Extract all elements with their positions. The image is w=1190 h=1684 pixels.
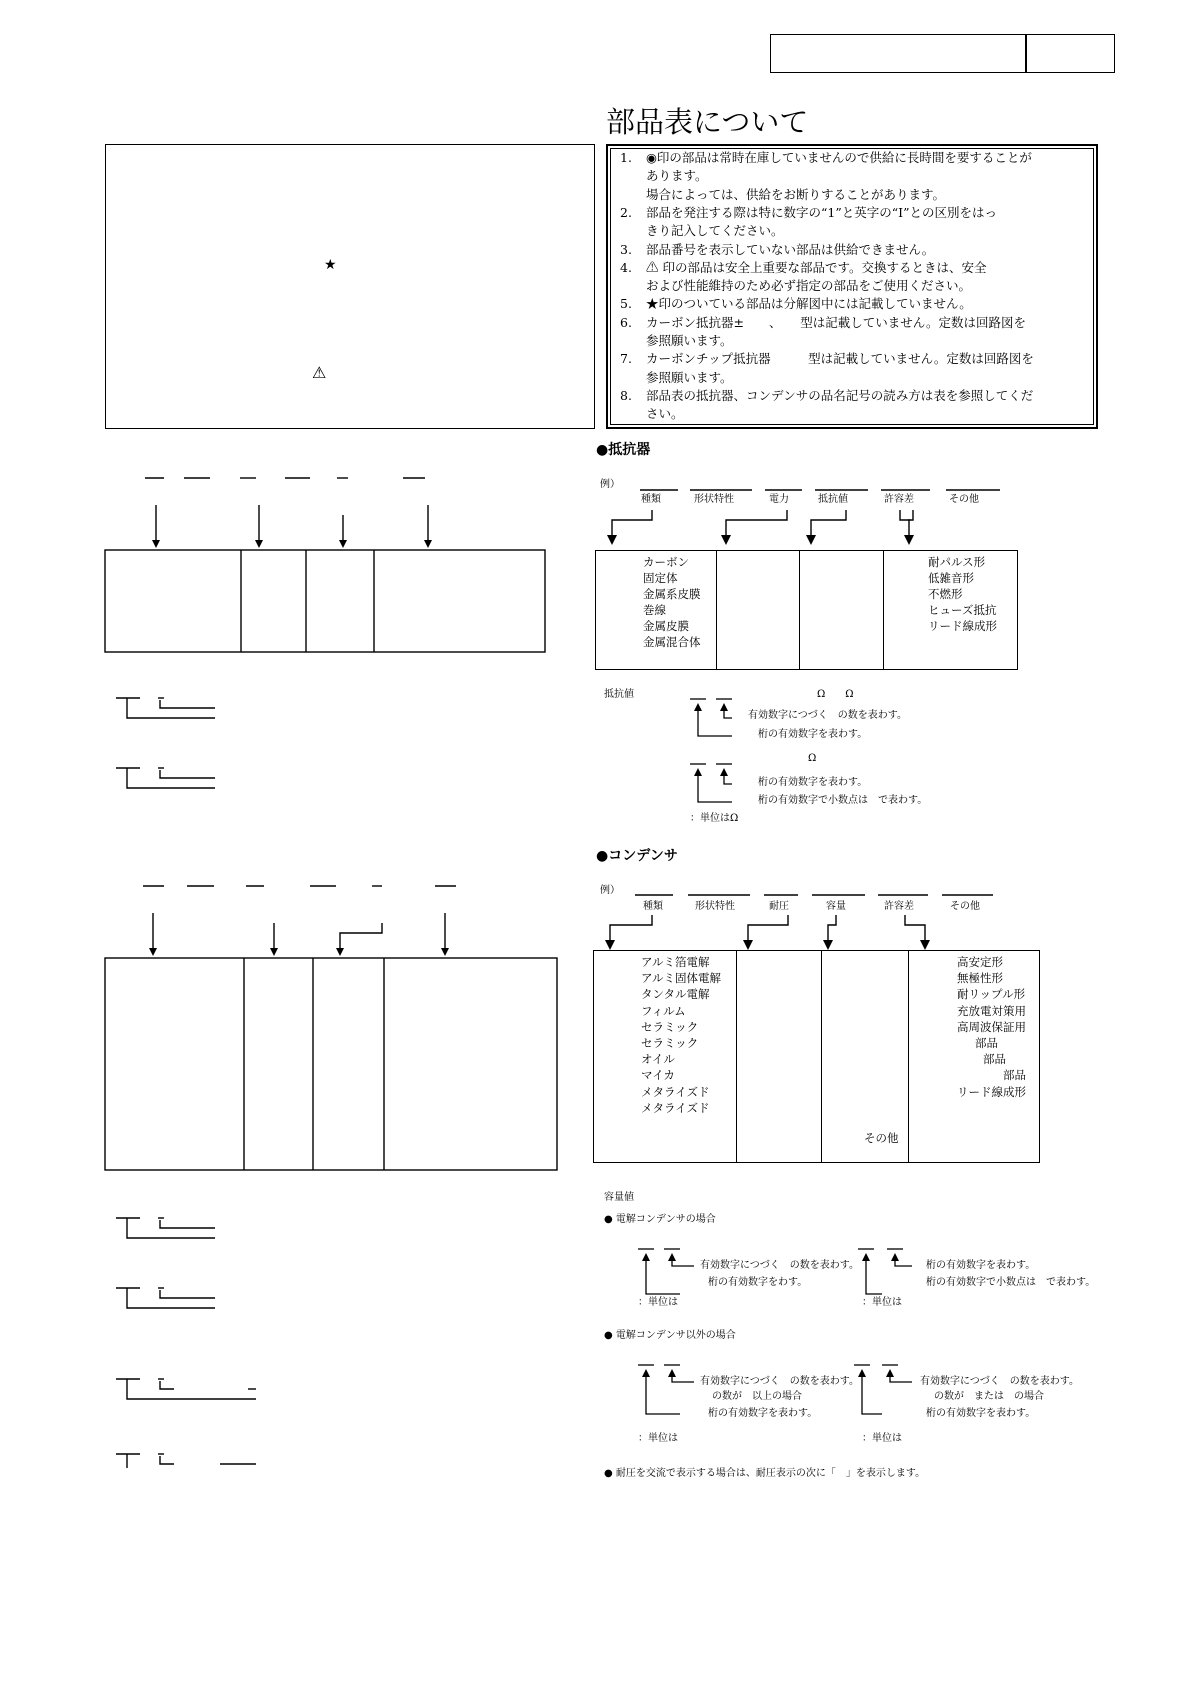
capacitor-value-label: 容量値 bbox=[604, 1192, 634, 1203]
electrolytic-title: ● 電解コンデンサの場合 bbox=[604, 1214, 716, 1225]
capacitor-type-item: フィルム bbox=[641, 1003, 686, 1018]
resistor-label: 種類 bbox=[641, 494, 661, 505]
note-line: 参照願います。 bbox=[646, 333, 733, 348]
resistor-value-desc-3: 桁の有効数字を表わす。 bbox=[758, 777, 868, 788]
capacitor-type-item: アルミ固体電解 bbox=[641, 971, 722, 986]
nonelectrolytic-unit-d: ：単位は bbox=[862, 1433, 902, 1444]
capacitor-other-item: 高周波保証用 bbox=[957, 1019, 1026, 1034]
note-number: 3. bbox=[620, 241, 632, 257]
capacitor-other-item: 充放電対策用 bbox=[957, 1003, 1026, 1018]
warning-icon: ⚠ bbox=[312, 363, 327, 382]
electrolytic-unit-b: ：単位は bbox=[862, 1297, 902, 1308]
resistor-type-item: 金属皮膜 bbox=[643, 619, 689, 633]
page-title: 部品表について bbox=[606, 105, 809, 139]
resistor-other-item: 不燃形 bbox=[928, 587, 963, 601]
capacitor-type-item: マイカ bbox=[641, 1068, 675, 1083]
electrolytic-desc-4: 桁の有効数字で小数点は で表わす。 bbox=[926, 1277, 1096, 1288]
capacitor-diagram-lines bbox=[590, 890, 1010, 950]
resistor-other-item: 低雑音形 bbox=[928, 571, 974, 585]
note-number: 5. bbox=[620, 296, 632, 312]
resistor-type-item: 固定体 bbox=[643, 571, 678, 585]
resistor-value-arrows bbox=[688, 696, 748, 826]
note-line: さい。 bbox=[646, 406, 684, 422]
resistor-value-label: 抵抗値 bbox=[604, 689, 634, 700]
capacitor-other-item: 高安定形 bbox=[957, 955, 1003, 969]
note-line: 部品番号を表示していない部品は供給できません。 bbox=[646, 241, 935, 257]
electrolytic-desc-1: 有効数字につづく の数を表わす。 bbox=[700, 1260, 859, 1271]
ac-voltage-note: ● 耐圧を交流で表示する場合は、耐圧表示の次に「 」を表示します。 bbox=[604, 1468, 926, 1479]
nonelectrolytic-desc-3: 桁の有効数字を表わす。 bbox=[708, 1408, 818, 1419]
capacitor-type-item: セラミック bbox=[641, 1019, 699, 1034]
resistor-label: 電力 bbox=[769, 494, 789, 505]
capacitor-other-item: 耐リップル形 bbox=[957, 987, 1026, 1002]
capacitor-type-item: メタライズド bbox=[641, 1100, 710, 1115]
note-line: 参照願います。 bbox=[646, 369, 733, 385]
note-line: あります。 bbox=[646, 168, 708, 184]
capacitor-label: その他 bbox=[950, 901, 980, 912]
resistor-omega-1: Ω Ω bbox=[817, 689, 854, 700]
resistor-label: その他 bbox=[949, 494, 979, 505]
nonelectrolytic-desc-1: 有効数字につづく の数を表わす。 bbox=[700, 1376, 859, 1387]
electrolytic-desc-3: 桁の有効数字を表わす。 bbox=[926, 1260, 1036, 1271]
note-number: 6. bbox=[620, 314, 632, 330]
resistor-label: 抵抗値 bbox=[818, 494, 848, 505]
capacitor-other-item: 部品 bbox=[983, 1052, 1006, 1067]
capacitor-label: 許容差 bbox=[884, 901, 914, 912]
note-line: カーボンチップ抵抗器 型は記載していません。定数は回路図を bbox=[646, 351, 1034, 367]
capacitor-other-item: 部品 bbox=[975, 1036, 998, 1050]
note-line: ⚠ 印の部品は安全上重要な部品です。交換するときは、安全 bbox=[646, 259, 987, 275]
capacitor-type-item: オイル bbox=[641, 1052, 675, 1067]
resistor-value-desc-1: 有効数字につづく の数を表わす。 bbox=[748, 710, 907, 721]
note-line: および性能維持のため必ず指定の部品をご使用ください。 bbox=[646, 278, 972, 294]
note-line: ◉印の部品は常時在庫していませんので供給に長時間を要することが bbox=[646, 150, 1032, 165]
left-notes-box bbox=[105, 144, 595, 429]
resistor-value-desc-4: 桁の有効数字で小数点は で表わす。 bbox=[758, 795, 928, 806]
capacitor-type-item: セラミック bbox=[641, 1036, 699, 1050]
note-line: ★印のついている部品は分解図中には記載していません。 bbox=[646, 296, 972, 312]
nonelectrolytic-title: ● 電解コンデンサ以外の場合 bbox=[604, 1330, 736, 1341]
capacitor-example: 例） bbox=[600, 885, 620, 896]
resistor-type-item: 金属系皮膜 bbox=[643, 587, 701, 601]
resistor-other-item: 耐パルス形 bbox=[928, 555, 986, 569]
capacitor-type-item: メタライズド bbox=[641, 1084, 710, 1099]
note-line: カーボン抵抗器± 、 型は記載していません。定数は回路図を bbox=[646, 314, 1026, 330]
note-number: 4. bbox=[620, 259, 632, 275]
resistor-heading: ●抵抗器 bbox=[596, 442, 651, 458]
resistor-label: 許容差 bbox=[884, 494, 914, 505]
capacitor-label: 耐圧 bbox=[769, 901, 789, 912]
note-number: 8. bbox=[620, 387, 632, 403]
left-capacitor-diagram bbox=[100, 878, 560, 1468]
note-number: 7. bbox=[620, 351, 632, 367]
note-line: 場合によっては、供給をお断りすることがあります。 bbox=[646, 186, 946, 202]
capacitor-other-item: 部品 bbox=[1003, 1068, 1026, 1083]
capacitor-type-item: タンタル電解 bbox=[641, 987, 710, 1002]
header-divider bbox=[1025, 34, 1027, 73]
resistor-omega-2: Ω bbox=[808, 753, 817, 764]
nonelectrolytic-unit-c: ：単位は bbox=[638, 1433, 678, 1444]
star-mark: ★ bbox=[324, 257, 337, 273]
capacitor-label: 形状特性 bbox=[695, 901, 735, 912]
capacitor-other-item: 無極性形 bbox=[957, 971, 1003, 986]
resistor-type-item: カーボン bbox=[643, 555, 689, 569]
resistor-type-item: 巻線 bbox=[643, 603, 666, 617]
resistor-label: 形状特性 bbox=[694, 494, 734, 505]
header-box bbox=[770, 34, 1115, 73]
note-number: 2. bbox=[620, 204, 632, 220]
resistor-example: 例） bbox=[600, 479, 620, 490]
left-resistor-diagram bbox=[100, 470, 560, 810]
resistor-value-desc-2: 桁の有効数字を表わす。 bbox=[758, 729, 868, 740]
note-line: 部品表の抵抗器、コンデンサの品名記号の読み方は表を参照してくだ bbox=[646, 387, 1034, 403]
nonelectrolytic-desc-5: の数が または の場合 bbox=[934, 1391, 1044, 1402]
capacitor-heading: ●コンデンサ bbox=[596, 848, 678, 864]
resistor-other-item: ヒューズ抵抗 bbox=[928, 603, 997, 617]
electrolytic-desc-2: 桁の有効数字をわす。 bbox=[708, 1277, 808, 1288]
resistor-other-item: リード線成形 bbox=[928, 619, 997, 633]
capacitor-type-item: アルミ箔電解 bbox=[641, 955, 710, 969]
nonelectrolytic-desc-4: 有効数字につづく の数を表わす。 bbox=[920, 1376, 1079, 1387]
capacitor-label: 種類 bbox=[643, 901, 663, 912]
capacitor-label: 容量 bbox=[826, 901, 846, 912]
nonelectrolytic-desc-2: の数が 以上の場合 bbox=[712, 1391, 802, 1402]
capacitor-other-cell: その他 bbox=[864, 1131, 899, 1145]
capacitor-other-item: リード線成形 bbox=[957, 1084, 1026, 1099]
resistor-type-item: 金属混合体 bbox=[643, 635, 701, 649]
resistor-unit: ：単位はΩ bbox=[690, 813, 739, 824]
note-number: 1. bbox=[620, 150, 632, 165]
nonelectrolytic-desc-6: 桁の有効数字を表わす。 bbox=[926, 1408, 1036, 1419]
note-line: きり記入してください。 bbox=[646, 223, 784, 239]
electrolytic-unit-a: ：単位は bbox=[638, 1297, 678, 1308]
note-line: 部品を発注する際は特に数字の“1”と英字の“I”との区別をはっ bbox=[646, 204, 997, 220]
